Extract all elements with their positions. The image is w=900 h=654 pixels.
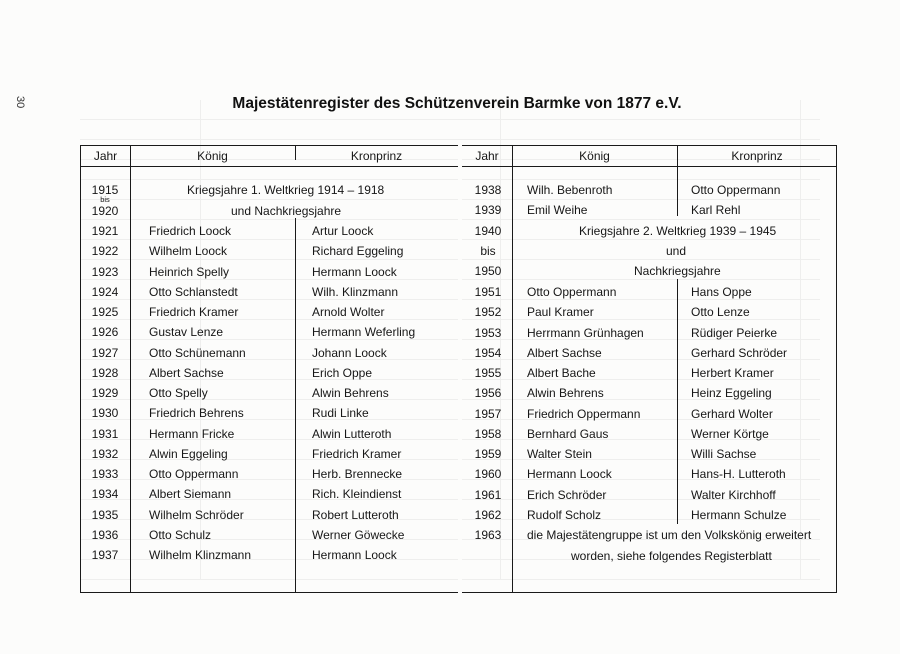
- row-king: Otto Oppermann: [149, 467, 239, 481]
- right-header-rule: [462, 166, 837, 167]
- row-prince: Heinz Eggeling: [691, 386, 772, 401]
- row-prince: Robert Lutteroth: [312, 507, 399, 522]
- left-header-king: König: [197, 149, 228, 163]
- row-king: Otto Oppermann: [527, 285, 617, 299]
- row-king: Otto Schünemann: [149, 345, 246, 360]
- row-year: 1926: [91, 325, 119, 340]
- war2-line2: und: [666, 244, 687, 258]
- row-prince: Johann Loock: [312, 345, 387, 360]
- row-prince: Alwin Behrens: [312, 386, 389, 400]
- row-king: Wilh. Bebenroth: [527, 183, 613, 197]
- row-king: Walter Stein: [527, 447, 592, 461]
- row-king: Wilhelm Klinzmann: [149, 548, 252, 562]
- row-year: 1938: [474, 183, 502, 197]
- row-year: 1930: [91, 406, 119, 421]
- row-king: Herrmann Grünhagen: [527, 325, 644, 340]
- row-prince: Rich. Kleindienst: [312, 487, 402, 502]
- row-king: Friedrich Behrens: [149, 406, 244, 421]
- row-prince: Rudi Linke: [312, 406, 369, 421]
- row-year: 1921: [91, 224, 119, 238]
- row-prince: Gerhard Schröder: [691, 345, 788, 360]
- row-year: 1961: [474, 487, 502, 502]
- note-year: 1963: [474, 528, 502, 542]
- row-king: Rudolf Scholz: [527, 507, 602, 522]
- row-year: 1923: [91, 264, 119, 279]
- row-year: 1929: [91, 386, 119, 400]
- row-prince: Hermann Loock: [312, 264, 397, 279]
- war2-bis: bis: [480, 244, 496, 258]
- page-number: 30: [14, 96, 26, 109]
- page-title: Majestätenregister des Schützenverein Barmke von 1877 e.V.: [232, 95, 682, 112]
- row-prince: Walter Kirchhoff: [691, 487, 776, 502]
- row-prince: Werner Körtge: [691, 426, 769, 441]
- row-king: Bernhard Gaus: [527, 426, 609, 441]
- row-king: Friedrich Kramer: [149, 305, 239, 319]
- war1-line1: Kriegsjahre 1. Weltkrieg 1914 – 1918: [187, 183, 385, 197]
- row-prince: Hans Oppe: [691, 285, 752, 299]
- row-year: 1956: [474, 386, 502, 401]
- row-prince: Rüdiger Peierke: [691, 325, 778, 340]
- row-prince: Otto Lenze: [691, 305, 750, 320]
- row-king: Paul Kramer: [527, 305, 594, 320]
- row-prince: Otto Oppermann: [691, 183, 781, 197]
- war2-line1: Kriegsjahre 2. Weltkrieg 1939 – 1945: [579, 224, 777, 238]
- row-prince: Artur Loock: [312, 224, 374, 238]
- table-gap: [458, 145, 462, 595]
- right-col-rule-2b: [677, 279, 678, 524]
- row-king: Albert Bache: [527, 366, 596, 380]
- left-col-rule-1: [130, 146, 131, 592]
- row-year: 1953: [474, 325, 502, 340]
- row-prince: Hermann Loock: [312, 548, 397, 562]
- war2-year-to: 1950: [474, 264, 502, 278]
- row-prince: Alwin Lutteroth: [312, 426, 392, 441]
- right-header-prince: Kronprinz: [731, 149, 783, 163]
- row-prince: Werner Göwecke: [312, 527, 405, 542]
- row-year: 1924: [91, 284, 119, 299]
- row-king: Alwin Behrens: [527, 386, 604, 401]
- row-prince: Hermann Schulze: [691, 507, 787, 522]
- note-line2: worden, siehe folgendes Registerblatt: [571, 549, 772, 563]
- row-year: 1925: [91, 305, 119, 319]
- row-year: 1957: [474, 406, 502, 421]
- row-year: 1951: [474, 285, 502, 299]
- row-king: Albert Siemann: [149, 487, 232, 502]
- row-king: Heinrich Spelly: [149, 264, 230, 279]
- row-king: Wilhelm Schröder: [149, 507, 244, 522]
- war1-year-from: 1915: [91, 183, 119, 197]
- war1-bis: bis: [100, 195, 110, 204]
- row-king: Hermann Fricke: [149, 426, 235, 441]
- row-year: 1960: [474, 467, 502, 482]
- row-king: Albert Sachse: [527, 345, 602, 360]
- row-year: 1962: [474, 507, 502, 522]
- row-king: Friedrich Loock: [149, 224, 232, 238]
- row-prince: Wilh. Klinzmann: [312, 284, 399, 299]
- row-prince: Willi Sachse: [691, 447, 757, 461]
- row-king: Otto Spelly: [149, 386, 208, 400]
- row-prince: Herbert Kramer: [691, 366, 774, 380]
- row-year: 1932: [91, 446, 119, 461]
- row-year: 1931: [91, 426, 119, 441]
- row-year: 1934: [91, 487, 119, 502]
- left-header-year: Jahr: [93, 149, 118, 163]
- row-year: 1955: [474, 366, 502, 380]
- row-year: 1959: [474, 447, 502, 461]
- row-king: Wilhelm Loock: [149, 244, 228, 259]
- war2-year-from: 1940: [474, 224, 502, 238]
- row-year: 1935: [91, 507, 119, 522]
- row-year: 1952: [474, 305, 502, 320]
- row-prince: Hans-H. Lutteroth: [691, 467, 786, 482]
- row-prince: Arnold Wolter: [312, 305, 385, 319]
- row-year: 1928: [91, 365, 119, 380]
- row-year: 1954: [474, 345, 502, 360]
- row-prince: Erich Oppe: [312, 365, 373, 380]
- row-year: 1939: [474, 203, 502, 218]
- note-line1: die Majestätengruppe ist um den Volkskönig erweitert: [527, 528, 812, 542]
- war2-line3: Nachkriegsjahre: [634, 264, 721, 278]
- row-prince: Hermann Weferling: [312, 325, 416, 340]
- row-year: 1933: [91, 467, 119, 481]
- left-col-rule-2b: [295, 218, 296, 592]
- row-year: 1927: [91, 345, 119, 360]
- row-king: Alwin Eggeling: [149, 446, 228, 461]
- row-prince: Richard Eggeling: [312, 244, 404, 259]
- row-king: Gustav Lenze: [149, 325, 224, 340]
- row-year: 1958: [474, 426, 502, 441]
- row-year: 1936: [91, 527, 119, 542]
- row-year: 1922: [91, 244, 119, 259]
- right-header-king: König: [579, 149, 610, 163]
- right-col-rule-1: [512, 146, 513, 592]
- left-header-rule: [81, 166, 458, 167]
- row-king: Erich Schröder: [527, 487, 607, 502]
- row-king: Friedrich Oppermann: [527, 406, 641, 421]
- war1-year-to: 1920: [91, 204, 119, 218]
- row-year: 1937: [91, 548, 119, 562]
- row-king: Emil Weihe: [527, 203, 588, 218]
- row-prince: Friedrich Kramer: [312, 446, 402, 461]
- war1-line2: und Nachkriegsjahre: [231, 204, 342, 218]
- row-king: Albert Sachse: [149, 365, 224, 380]
- left-header-prince: Kronprinz: [350, 149, 403, 163]
- row-prince: Herb. Brennecke: [312, 467, 403, 481]
- row-king: Hermann Loock: [527, 467, 612, 482]
- row-king: Otto Schulz: [149, 527, 212, 542]
- right-header-year: Jahr: [475, 149, 499, 163]
- row-king: Otto Schlanstedt: [149, 284, 238, 299]
- row-prince: Gerhard Wolter: [691, 406, 773, 421]
- register-table: [80, 145, 837, 593]
- row-prince: Karl Rehl: [691, 203, 741, 218]
